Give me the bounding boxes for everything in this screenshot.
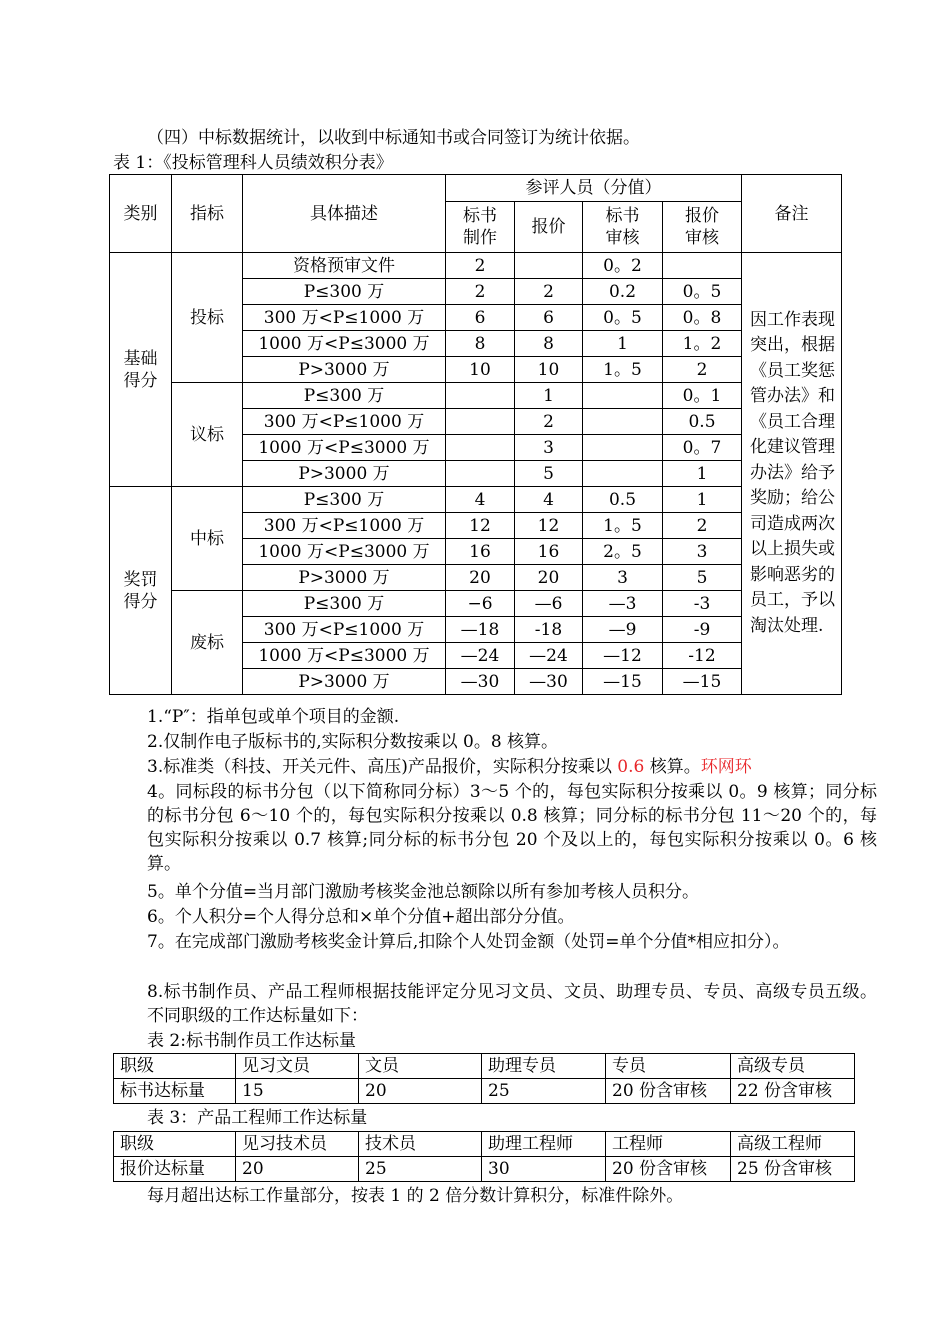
table2-clerk-quota: [113, 1053, 855, 1104]
table2-header-row: [114, 1054, 855, 1079]
score-cell: 1: [663, 487, 742, 513]
header-participants: 参评人员（分值）: [446, 175, 742, 202]
score-cell: 10: [446, 357, 515, 383]
score-cell: 1: [663, 461, 742, 487]
note-8: 8.标书制作员、产品工程师根据技能评定分见习文员、文员、助理专员、专员、高级专员五级。不同职级的工作达标量如下：: [147, 982, 877, 1026]
score-cell: [663, 253, 742, 279]
indicator-won: 中标: [172, 487, 243, 591]
table3-header-cell: 见习技术员: [236, 1132, 359, 1157]
score-cell: -12: [663, 643, 742, 669]
score-cell: 2。5: [583, 539, 663, 565]
header-role: 报价: [515, 202, 583, 253]
score-cell: 2: [446, 253, 515, 279]
description-cell: 300 万<P≤1000 万: [243, 617, 446, 643]
intro-paragraph: （四）中标数据统计，以收到中标通知书或合同签订为统计依据。: [147, 128, 640, 148]
description-cell: P>3000 万: [243, 461, 446, 487]
description-cell: P>3000 万: [243, 669, 446, 695]
note-3-text-end: 核算。: [644, 757, 701, 777]
score-cell: 12: [515, 513, 583, 539]
score-cell: —9: [583, 617, 663, 643]
score-cell: 1。5: [583, 513, 663, 539]
table3-data-row: [114, 1157, 855, 1182]
score-cell: 5: [515, 461, 583, 487]
description-cell: 资格预审文件: [243, 253, 446, 279]
score-cell: [446, 435, 515, 461]
table3-header-cell: 高级工程师: [731, 1132, 855, 1157]
table1-row: [110, 591, 842, 617]
score-cell: [515, 253, 583, 279]
table3-header-cell: 工程师: [606, 1132, 731, 1157]
table3-cell: 25 份含审核: [731, 1157, 855, 1182]
score-cell: 1。2: [663, 331, 742, 357]
table2-header-cell: 文员: [359, 1054, 482, 1079]
score-cell: —24: [515, 643, 583, 669]
score-cell: 10: [515, 357, 583, 383]
remark-cell: 因工作表现突出，根据《员工奖惩管办法》和《员工合理化建议管理办法》给予奖励；给公司造成两次以上损失或影响恶劣的员工，予以淘汰处理.: [742, 253, 842, 695]
score-cell: 8: [446, 331, 515, 357]
score-cell: 4: [446, 487, 515, 513]
table2-cell: 20: [359, 1079, 482, 1104]
header-description: 具体描述: [243, 175, 446, 253]
indicator-void: 废标: [172, 591, 243, 695]
header-indicator: 指标: [172, 175, 243, 253]
table3-cell: 25: [359, 1157, 482, 1182]
score-cell: -9: [663, 617, 742, 643]
score-cell: —30: [446, 669, 515, 695]
score-cell: [583, 435, 663, 461]
note-1: 1.“P″：指单包或单个项目的金额.: [147, 707, 400, 727]
score-cell: −6: [446, 591, 515, 617]
description-cell: 300 万<P≤1000 万: [243, 409, 446, 435]
table3-header-cell: 助理工程师: [482, 1132, 606, 1157]
score-cell: 0.2: [583, 279, 663, 305]
score-cell: [583, 409, 663, 435]
table2-caption: 表 2:标书制作员工作达标量: [147, 1031, 356, 1051]
score-cell: 20: [446, 565, 515, 591]
note-3: [113, 755, 877, 779]
score-cell: 2: [446, 279, 515, 305]
score-cell: —15: [663, 669, 742, 695]
score-cell: 12: [446, 513, 515, 539]
note-2: 2.仅制作电子版标书的,实际积分数按乘以 0。8 核算。: [147, 732, 559, 752]
note-5: 5。单个分值=当月部门激励考核奖金池总额除以所有参加考核人员积分。: [147, 882, 700, 902]
table2-cell: 15: [236, 1079, 359, 1104]
score-cell: 5: [663, 565, 742, 591]
description-cell: 1000 万<P≤3000 万: [243, 643, 446, 669]
description-cell: P>3000 万: [243, 357, 446, 383]
score-cell: [446, 409, 515, 435]
table2-header-cell: 职级: [114, 1054, 236, 1079]
score-cell: 3: [663, 539, 742, 565]
score-cell: [583, 383, 663, 409]
indicator-bid: 投标: [172, 253, 243, 383]
table3-engineer-quota: [113, 1131, 855, 1182]
table1-row: [110, 487, 842, 513]
description-cell: P≤300 万: [243, 487, 446, 513]
footer-paragraph: 每月超出达标工作量部分，按表 1 的 2 倍分数计算积分，标准件除外。: [147, 1186, 684, 1206]
category-basic: 基础 得分: [110, 253, 172, 487]
table1-header-row: [110, 175, 842, 202]
score-cell: —15: [583, 669, 663, 695]
score-cell: —12: [583, 643, 663, 669]
description-cell: 1000 万<P≤3000 万: [243, 539, 446, 565]
table2-data-row: [114, 1079, 855, 1104]
table2-cell: 20 份含审核: [606, 1079, 731, 1104]
score-cell: 16: [446, 539, 515, 565]
score-cell: —6: [515, 591, 583, 617]
table3-cell: 20 份含审核: [606, 1157, 731, 1182]
score-cell: 8: [515, 331, 583, 357]
score-cell: [583, 461, 663, 487]
header-remark: 备注: [742, 175, 842, 253]
note-3-red-annotation: 环网环: [700, 757, 752, 777]
header-role: 标书 制作: [446, 202, 515, 253]
score-cell: 1: [515, 383, 583, 409]
score-cell: 1。5: [583, 357, 663, 383]
indicator-negotiation: 议标: [172, 383, 243, 487]
header-role: 标书 审核: [583, 202, 663, 253]
score-cell: 0.5: [583, 487, 663, 513]
score-cell: —18: [446, 617, 515, 643]
table2-header-cell: 高级专员: [731, 1054, 855, 1079]
score-cell: [446, 383, 515, 409]
description-cell: P≤300 万: [243, 279, 446, 305]
description-cell: 300 万<P≤1000 万: [243, 305, 446, 331]
score-cell: 2: [515, 409, 583, 435]
table2-cell: 22 份含审核: [731, 1079, 855, 1104]
score-cell: 0。8: [663, 305, 742, 331]
category-reward-penalty: 奖罚 得分: [110, 487, 172, 695]
table3-cell: 报价达标量: [114, 1157, 236, 1182]
note-4: 4。同标段的标书分包（以下简称同分标）3～5 个的，每包实际积分按乘以 0。9 核算；同分标的标书分包 6～10 个的，每包实际积分按乘以 0.8 核算；同分标的标书分包 11～20 个的，每包实际积分按乘以 0.7 核算;同分标的标书分包 20 个及以上的，每包实际积分按乘以 0。6 核算。: [147, 782, 877, 874]
table2-header-cell: 专员: [606, 1054, 731, 1079]
table1-row: [110, 253, 842, 279]
table3-cell: 30: [482, 1157, 606, 1182]
table2-header-cell: 助理专员: [482, 1054, 606, 1079]
note-3-text: 3.标准类（科技、开关元件、高压)产品报价，实际积分按乘以: [147, 757, 618, 777]
table2-cell: 标书达标量: [114, 1079, 236, 1104]
score-cell: 2: [663, 357, 742, 383]
score-cell: 0。2: [583, 253, 663, 279]
description-cell: 1000 万<P≤3000 万: [243, 331, 446, 357]
description-cell: 1000 万<P≤3000 万: [243, 435, 446, 461]
score-cell: 6: [515, 305, 583, 331]
table3-header-row: [114, 1132, 855, 1157]
score-cell: 20: [515, 565, 583, 591]
table2-cell: 25: [482, 1079, 606, 1104]
score-cell: 0。1: [663, 383, 742, 409]
table3-header-cell: 技术员: [359, 1132, 482, 1157]
score-cell: 2: [515, 279, 583, 305]
header-role: 报价 审核: [663, 202, 742, 253]
score-cell: [446, 461, 515, 487]
score-cell: 2: [663, 513, 742, 539]
score-cell: —3: [583, 591, 663, 617]
table3-caption: 表 3：产品工程师工作达标量: [147, 1108, 368, 1128]
score-cell: 0。7: [663, 435, 742, 461]
score-cell: 0。5: [663, 279, 742, 305]
header-category: 类别: [110, 175, 172, 253]
score-cell: —30: [515, 669, 583, 695]
note-7: 7。在完成部门激励考核奖金计算后,扣除个人处罚金额（处罚=单个分值*相应扣分）。: [147, 932, 790, 952]
score-cell: 3: [515, 435, 583, 461]
table2-header-cell: 见习文员: [236, 1054, 359, 1079]
score-cell: 0。5: [583, 305, 663, 331]
score-cell: 3: [583, 565, 663, 591]
score-cell: -18: [515, 617, 583, 643]
score-cell: 6: [446, 305, 515, 331]
description-cell: P≤300 万: [243, 591, 446, 617]
note-6: 6。个人积分=个人得分总和×单个分值+超出部分分值。: [147, 907, 575, 927]
score-cell: 0.5: [663, 409, 742, 435]
description-cell: 300 万<P≤1000 万: [243, 513, 446, 539]
score-cell: —24: [446, 643, 515, 669]
description-cell: P≤300 万: [243, 383, 446, 409]
note-3-factor: 0.6: [617, 757, 645, 777]
performance-score-table: [109, 174, 842, 695]
description-cell: P>3000 万: [243, 565, 446, 591]
table3-header-cell: 职级: [114, 1132, 236, 1157]
table1-row: [110, 383, 842, 409]
table3-cell: 20: [236, 1157, 359, 1182]
score-cell: 1: [583, 331, 663, 357]
score-cell: 4: [515, 487, 583, 513]
score-cell: 16: [515, 539, 583, 565]
table1-caption: 表 1：《投标管理科人员绩效积分表》: [113, 153, 393, 173]
score-cell: -3: [663, 591, 742, 617]
